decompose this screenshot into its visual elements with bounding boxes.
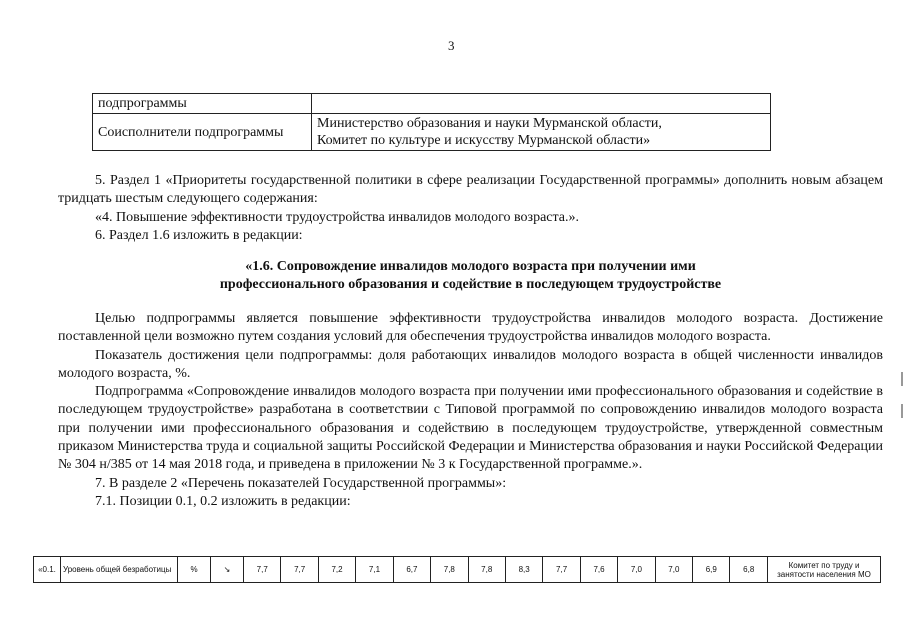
table-row (93, 114, 771, 151)
row-label: Соисполнители подпрограммы (93, 114, 312, 151)
value-cell: 7,7 (281, 557, 318, 583)
table-row (93, 94, 771, 114)
value-cell: 7,6 (580, 557, 617, 583)
paragraph: 5. Раздел 1 «Приоритеты государственной политики в сфере реализации Государственной программы» дополнить новым абзацем тридцать шестым следующего содержания: (58, 173, 883, 207)
value-cell: 7,2 (318, 557, 355, 583)
section-heading (58, 258, 883, 294)
value-cell: 6,8 (730, 557, 768, 583)
paragraph: 7.1. Позиции 0.1, 0.2 изложить в редакции: (95, 493, 351, 509)
paragraph: 7. В разделе 2 «Перечень показателей Государственной программы»: (95, 475, 507, 491)
row-value (312, 94, 771, 114)
heading-line: профессионального образования и содействие в последующем трудоустройстве (219, 277, 722, 292)
value-cell: 7,8 (431, 557, 468, 583)
page-number: 3 (448, 38, 455, 53)
amendment-paragraphs (58, 172, 883, 245)
row-value (312, 114, 771, 151)
indicator-name: Уровень общей безработицы (61, 557, 178, 583)
value-cell: 7,7 (543, 557, 580, 583)
value-cell: 7,1 (356, 557, 393, 583)
value-cell: 7,7 (244, 557, 281, 583)
heading-line: «1.6. Сопровождение инвалидов молодого возраста при получении ими (245, 259, 696, 274)
value-cell: 6,7 (393, 557, 430, 583)
scan-artifact (901, 372, 903, 386)
paragraph: 6. Раздел 1.6 изложить в редакции: (95, 227, 303, 243)
value-cell: 7,0 (655, 557, 692, 583)
value-cell: 8,3 (505, 557, 542, 583)
responsible-org: Комитет по труду и занятости населения МО (768, 557, 881, 583)
paragraph: Показатель достижения цели подпрограммы: доля работающих инвалидов молодого возраста в общей численности инвалидов молодого возраста, %. (58, 347, 883, 381)
coexecutor-line: Министерство образования и науки Мурманской области, (317, 116, 662, 131)
section-body (58, 310, 883, 511)
unit: % (178, 557, 211, 583)
value-cell: 7,0 (618, 557, 655, 583)
indicators-table (33, 556, 881, 583)
table-row (34, 557, 881, 583)
row-label: подпрограммы (93, 94, 312, 114)
subprogram-info-table (92, 93, 771, 151)
value-cell: 6,9 (693, 557, 730, 583)
position-number: «0.1. (34, 557, 61, 583)
value-cell: 7,8 (468, 557, 505, 583)
paragraph: «4. Повышение эффективности трудоустройства инвалидов молодого возраста.». (95, 209, 580, 225)
paragraph: Подпрограмма «Сопровождение инвалидов молодого возраста при получении ими профессионального образования и содействие в последующем трудоустройстве» разработана в соответствии с Типовой программой по сопровождению инвалидов молодого возраста при получении ими профессионального образования и содействию в последующем трудоустройстве, утвержденной совместным приказом Министерства труда и социальной защиты Российской Федерации и Министерства образования и науки Российской Федерации № 304 н/385 от 14 мая 2018 года, и приведена в приложении № 3 к Государственной программе.». (58, 384, 883, 473)
scan-artifact (901, 404, 903, 418)
trend-icon: ↘ (211, 557, 244, 583)
paragraph: Целью подпрограммы является повышение эффективности трудоустройства инвалидов молодого возраста. Достижение поставленной цели возможно путем создания условий для обеспечения трудоустройства инвалидов молодого возраста. (58, 311, 883, 345)
coexecutor-line: Комитет по культуре и искусству Мурманской области» (317, 133, 651, 148)
